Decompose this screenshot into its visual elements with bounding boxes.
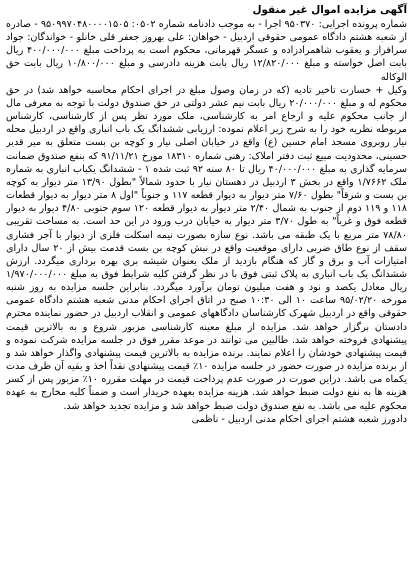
notice-title: آگهی مزایده اموال غیر منقول — [252, 4, 407, 16]
notice-paragraph-2: وکیل + خسارت تاخیر تادیه (که در زمان وصول مبلغ در اجرای احکام محاسبه خواهد شد) در حق محکوم له و مبلغ ۲۰/۰۰۰/۰۰۰ ریال بابت نیم عشر دولتی در حق صندوق دولت با توجه به معرفی مال از جانب محکوم علیه و ارجاع امر به کارشناسی، ملک مورد نظر پس از کارشناسی، کارشناس مربوطه نظریه خود را به شرح زیر اعلام نموده: ارزیابی ششدانگ یک باب انباری واقع در اردبیل محله نیار روبروی مسجد امام حسین (ع) واقع در خیابان اصلی نیار و کوچه بن بست متعلق به میر قدیر حسینی، محدودیت مبیع ثبت دفتر املاک: رهنی شماره ۱۸۳۱۰ مورخ ۹۱/۱۱/۲۱ که بنفع صندوق ضمانت سرمایه گذاری به مبلغ ۴۰/۰۰۰/۰۰۰ ریال تا ۸۰ سنه ۹۲ ثبت شده ۱ - ششدانگ یکباب انباری به شماره ملک ۱/۷۶۶۲ واقع در بخش ۳ اردبیل در دهستان نیار با حدود شمالاً "بطول ۱۳/۹۰ متر دیوار به کوچه بن بست و شرقاً" بطول ۷/۶۰ متر دیوار به دیوار قطعه ۱۱۷ و جنوباً "اول ۸ متر دیوار به دیوار قطعات ۱۱۸ و ۱۱۹ دوم از جنوب به شمال ۲/۴۰ متر دیوار به دیوار قطعه ۱۲۰ سوم جنوبی ۴/۸۰ دیوار به دیوار قطعه فوق و غرباً" به طول ۳/۷۰ متر دیوار به خیابان درب ورود در این حد است. به مساحت تقریبی ۷۸/۸۰ متر مربع با یک طبقه می باشد. نوع سازه بصورت نیمه اسکلت فلزی از دیوار با آجر فشاری سقف از نوع طاق ضربی دارای موقعیت واقع در نبش کوچه بن بست قدمت بیش از ۲۰ سال دارای امتیازات آب و برق و گاز که هنگام بازدید از ملک بعنوان شیشه بری بهره برداری میگردد. ارزش ششدانگ یک باب انباری به پلاک ثبتی فوق با در نظر گرفتن کلیه شرایط فوق به مبلغ ۱/۹۷۰/۰۰۰/۰۰۰ ریال معادل یکصد و نود و هفت میلیون تومان برآورد میگردد. بنابراین جلسه مزایده به روز شنبه مورخه ۹۵/۰۲/۲۰ ساعت ۱۰ الی ۱۰:۳۰ صبح در اتاق اجرای احکام مدنی شعبه هشتم دادگاه عمومی حقوقی واقع در اردبیل شهرک کارشناسان دادگاههای عمومی و انقلاب اردبیل در حضور نماینده محترم دادستان برگزار خواهد شد. مزایده از مبلغ معینه کارشناسی مزبور شروع و به بالاترین قیمت پیشنهادی فروخته خواهد شد. طالبین می توانند در موعد مقرر فوق در جلسه مزایده شرکت نموده و قیمت پیشنهادی خودشان را اعلام نمایند. برنده مزایده به بالاترین قیمت پیشنهادی واگذار خواهد شد و از برنده مزایده در صورت حضور در جلسه مزایده ۱۰٪ قیمت پیشنهادی نقداً اخذ و بقیه آن ظرف مدت یکماه می باشد. دراین صورت در صورت عدم پرداخت قیمت در مهلت مقرره ۱۰٪ مزبور پس از کسر هزینه ها به نفع دولت ضبط خواهد شد. هزینه مزایده بعهده خریدار است و ضمناً کلیه مخارج به عهده محکوم علیه می باشد. به نفع صندوق دولت ضبط خواهد شد و مزایده تجدید خواهد شد. — [6, 84, 407, 412]
notice-signature: دادورز شعبه هشتم اجرای احکام مدنی اردبیل - ناظمی — [191, 413, 407, 425]
auction-notice — [6, 3, 407, 573]
notice-paragraph-1: شماره پرونده اجرایی: ۹۵۰۳۷۰ اجرا - به موجب دادنامه شماره ۰۵۰۲: ۹۵۰۹۹۷۰۴۸۰۰۰۰۱۵۰۵ - صادره از شعبه هشتم دادگاه عمومی حقوقی اردبیل - خواهان: علی بهروز جعفر قلی خانلو - خواندگان: جواد سرافراز و یعقوب شاهمرادزاده و عسگر قهرمانی، محکوم است به پرداخت مبلغ ۴۰۰/۰۰۰/۰۰۰ ریال بابت اصل خواسته و مبلغ ۱۲/۸۲۰/۰۰۰ ریال بابت هزینه دادرسی و مبلغ ۱۰/۸۰۰/۰۰۰ ریال بابت حق الوکاله — [6, 19, 407, 83]
